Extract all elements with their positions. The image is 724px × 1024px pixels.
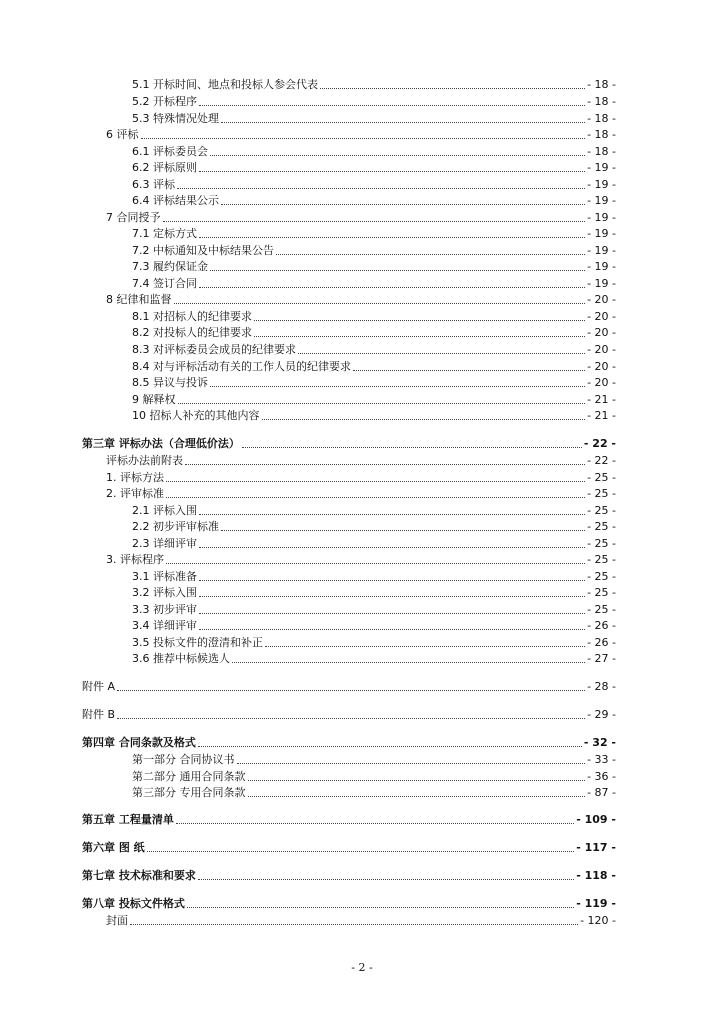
toc-entry-title: 8.4 对与评标活动有关的工作人员的纪律要求 [132,360,351,373]
dot-leader [210,155,585,156]
toc-entry[interactable] [132,111,616,127]
dot-leader [248,796,586,797]
toc-entry-title: 3.1 评标准备 [132,570,197,583]
toc-entry-page: - 25 - [587,487,616,500]
toc-entry-title: 7 合同授予 [106,211,161,224]
toc-entry-title: 评标办法前附表 [106,454,183,467]
toc-entry[interactable] [132,243,616,259]
toc-entry[interactable] [132,375,616,391]
toc-entry-title: 3.2 评标入围 [132,586,197,599]
toc-entry[interactable] [132,309,616,325]
dot-leader [163,221,586,222]
toc-entry-title: 6.2 评标原则 [132,161,197,174]
toc-entry-title: 第六章 图 纸 [82,841,145,854]
dot-leader [198,746,582,747]
toc-entry-title: 6.1 评标委员会 [132,145,208,158]
toc-entry[interactable] [132,602,616,618]
toc-entry[interactable] [132,536,616,552]
dot-leader [254,320,585,321]
toc-entry-title: 第一部分 合同协议书 [132,753,235,766]
toc-entry-page: - 20 - [587,310,616,323]
dot-leader [178,403,586,404]
toc-entry-title: 2.2 初步评审标准 [132,520,219,533]
toc-entry-title: 6 评标 [106,128,139,141]
dot-leader [166,563,585,564]
toc-entry[interactable] [106,210,616,226]
dot-leader [242,447,582,448]
toc-entry-title: 3.5 投标文件的澄清和补正 [132,636,263,649]
dot-leader [176,823,574,824]
toc-entry-page: - 25 - [587,537,616,550]
dot-leader [130,924,578,925]
toc-entry[interactable] [132,226,616,242]
toc-entry[interactable] [132,752,616,768]
dot-leader [353,370,585,371]
toc-entry-page: - 120 - [580,914,616,927]
toc-entry-page: - 109 - [576,813,616,826]
toc-entry-title: 2.1 评标入围 [132,504,197,517]
toc-entry-page: - 20 - [587,293,616,306]
toc-entry[interactable] [132,392,616,408]
toc-entry-title: 第七章 技术标准和要求 [82,869,196,882]
toc-entry-page: - 19 - [587,244,616,257]
toc-entry-page: - 25 - [587,504,616,517]
toc-entry[interactable] [132,144,616,160]
toc-entry[interactable] [132,503,616,519]
toc-entry-title: 8.3 对评标委员会成员的纪律要求 [132,343,296,356]
toc-entry-page: - 25 - [587,553,616,566]
toc-entry-page: - 20 - [587,326,616,339]
toc-entry-title: 3.3 初步评审 [132,603,197,616]
toc-entry-page: - 25 - [587,471,616,484]
toc-entry-title: 附件 A [82,680,116,693]
toc-entry-title: 7.2 中标通知及中标结果公告 [132,244,274,257]
toc-entry-title: 5.3 特殊情况处理 [132,112,219,125]
toc-entry[interactable] [132,325,616,341]
dot-leader [177,188,585,189]
toc-entry[interactable] [132,160,616,176]
dot-leader [210,270,585,271]
dot-leader [117,718,585,719]
toc-entry-chapter-4[interactable] [82,735,616,751]
toc-entry[interactable] [132,359,616,375]
toc-entry-title: 8.1 对招标人的纪律要求 [132,310,252,323]
toc-entry[interactable] [132,769,616,785]
dot-leader [117,690,585,691]
toc-entry[interactable] [132,408,616,424]
toc-entry-title: 7.4 签订合同 [132,277,197,290]
toc-entry-page: - 19 - [587,178,616,191]
toc-entry[interactable] [132,94,616,110]
toc-entry-title: 8 纪律和监督 [106,293,172,306]
toc-entry-title: 6.3 评标 [132,178,175,191]
toc-entry-chapter-8[interactable] [82,896,616,912]
toc-entry[interactable] [132,785,616,801]
toc-entry[interactable] [132,635,616,651]
dot-leader [166,481,585,482]
toc-entry-title: 5.1 开标时间、地点和投标人参会代表 [132,78,318,91]
toc-entry-page: - 22 - [583,437,616,450]
toc-entry[interactable] [106,486,616,502]
dot-leader [174,303,586,304]
toc-entry-page: - 36 - [587,770,616,783]
toc-entry-title: 附件 B [82,708,116,721]
toc-entry-page: - 19 - [587,194,616,207]
toc-entry-page: - 29 - [587,708,616,721]
toc-entry-page: - 25 - [587,570,616,583]
dot-leader [199,629,585,630]
dot-leader [199,580,585,581]
dot-leader [298,353,585,354]
toc-entry-page: - 26 - [587,636,616,649]
dot-leader [210,386,585,387]
toc-entry-title: 封面 [106,914,128,927]
toc-entry-chapter-5[interactable] [82,812,616,828]
dot-leader [187,907,574,908]
toc-entry-page: - 21 - [587,393,616,406]
toc-entry-page: - 19 - [587,161,616,174]
toc-entry-page: - 26 - [587,619,616,632]
toc-entry-page: - 118 - [576,869,616,882]
dot-leader [199,287,585,288]
toc-entry-title: 8.5 异议与投诉 [132,376,208,389]
toc-entry[interactable] [132,193,616,209]
toc-entry-title: 8.2 对投标人的纪律要求 [132,326,252,339]
toc-entry-chapter-3[interactable] [82,436,616,452]
toc-entry-page: - 19 - [587,227,616,240]
toc-entry-page: - 119 - [576,897,616,910]
toc-entry[interactable] [132,651,616,667]
dot-leader [198,879,574,880]
dot-leader [254,336,585,337]
toc-entry-page: - 117 - [576,841,616,854]
toc-entry[interactable] [132,77,616,93]
dot-leader [199,613,585,614]
toc-entry-title: 6.4 评标结果公示 [132,194,219,207]
dot-leader [147,851,575,852]
dot-leader [276,254,585,255]
toc-entry[interactable] [132,569,616,585]
toc-entry-page: - 20 - [587,360,616,373]
toc-entry-title: 第二部分 通用合同条款 [132,770,246,783]
toc-entry-title: 第三章 评标办法（合理低价法） [82,437,240,450]
toc-entry-page: - 18 - [587,78,616,91]
toc-entry-page: - 19 - [587,211,616,224]
toc-entry-appendix-b[interactable] [82,707,616,723]
dot-leader [248,780,586,781]
dot-leader [166,497,585,498]
toc-entry[interactable] [132,276,616,292]
toc-entry-title: 第三部分 专用合同条款 [132,786,246,799]
toc-entry-page: - 33 - [587,753,616,766]
dot-leader [262,419,586,420]
toc-entry-title: 1. 评标方法 [106,471,164,484]
dot-leader [221,204,585,205]
toc-entry-page: - 19 - [587,260,616,273]
toc-entry-page: - 20 - [587,376,616,389]
toc-entry-page: - 25 - [587,603,616,616]
dot-leader [199,547,585,548]
dot-leader [265,646,585,647]
toc-entry-page: - 19 - [587,277,616,290]
toc-entry-appendix-a[interactable] [82,679,616,695]
dot-leader [185,464,585,465]
toc-entry[interactable] [106,292,616,308]
dot-leader [232,662,585,663]
toc-entry-title: 9 解释权 [132,393,176,406]
toc-entry-page: - 22 - [587,454,616,467]
toc-entry-title: 2. 评审标准 [106,487,164,500]
toc-entry-title: 10 招标人补充的其他内容 [132,409,260,422]
dot-leader [237,763,586,764]
toc-entry-title: 第五章 工程量清单 [82,813,174,826]
toc-entry-chapter-6[interactable] [82,840,616,856]
toc-entry-page: - 32 - [583,736,616,749]
dot-leader [199,237,585,238]
toc-entry-chapter-7[interactable] [82,868,616,884]
toc-entry[interactable] [106,127,616,143]
toc-entry-page: - 25 - [587,520,616,533]
dot-leader [199,171,585,172]
toc-entry-title: 5.2 开标程序 [132,95,197,108]
toc-entry[interactable] [132,519,616,535]
page-number-footer: - 2 - [351,961,373,974]
toc-entry-page: - 18 - [587,95,616,108]
toc-entry-page: - 27 - [587,652,616,665]
toc-entry-page: - 18 - [587,145,616,158]
dot-leader [199,514,585,515]
toc-entry-title: 2.3 详细评审 [132,537,197,550]
toc-entry-page: - 20 - [587,343,616,356]
toc-entry-page: - 21 - [587,409,616,422]
dot-leader [141,138,586,139]
dot-leader [199,596,585,597]
toc-entry[interactable] [132,177,616,193]
dot-leader [320,88,585,89]
toc-entry-title: 7.1 定标方式 [132,227,197,240]
toc-entry-title: 3.6 推荐中标候选人 [132,652,230,665]
toc-entry-page: - 18 - [587,128,616,141]
toc-entry[interactable] [106,453,616,469]
toc-entry[interactable] [132,342,616,358]
toc-entry-title: 第四章 合同条款及格式 [82,736,196,749]
toc-entry[interactable] [132,259,616,275]
toc-entry-page: - 28 - [587,680,616,693]
dot-leader [221,530,585,531]
dot-leader [221,122,585,123]
toc-entry-page: - 87 - [587,786,616,799]
toc-entry-title: 3.4 详细评审 [132,619,197,632]
toc-entry[interactable] [106,552,616,568]
toc-entry[interactable] [106,913,616,929]
toc-entry-title: 7.3 履约保证金 [132,260,208,273]
toc-entry[interactable] [132,585,616,601]
toc-entry-title: 第八章 投标文件格式 [82,897,185,910]
toc-entry-page: - 18 - [587,112,616,125]
toc-entry[interactable] [132,618,616,634]
toc-entry-page: - 25 - [587,586,616,599]
toc-entry-title: 3. 评标程序 [106,553,164,566]
toc-entry[interactable] [106,470,616,486]
dot-leader [199,105,585,106]
